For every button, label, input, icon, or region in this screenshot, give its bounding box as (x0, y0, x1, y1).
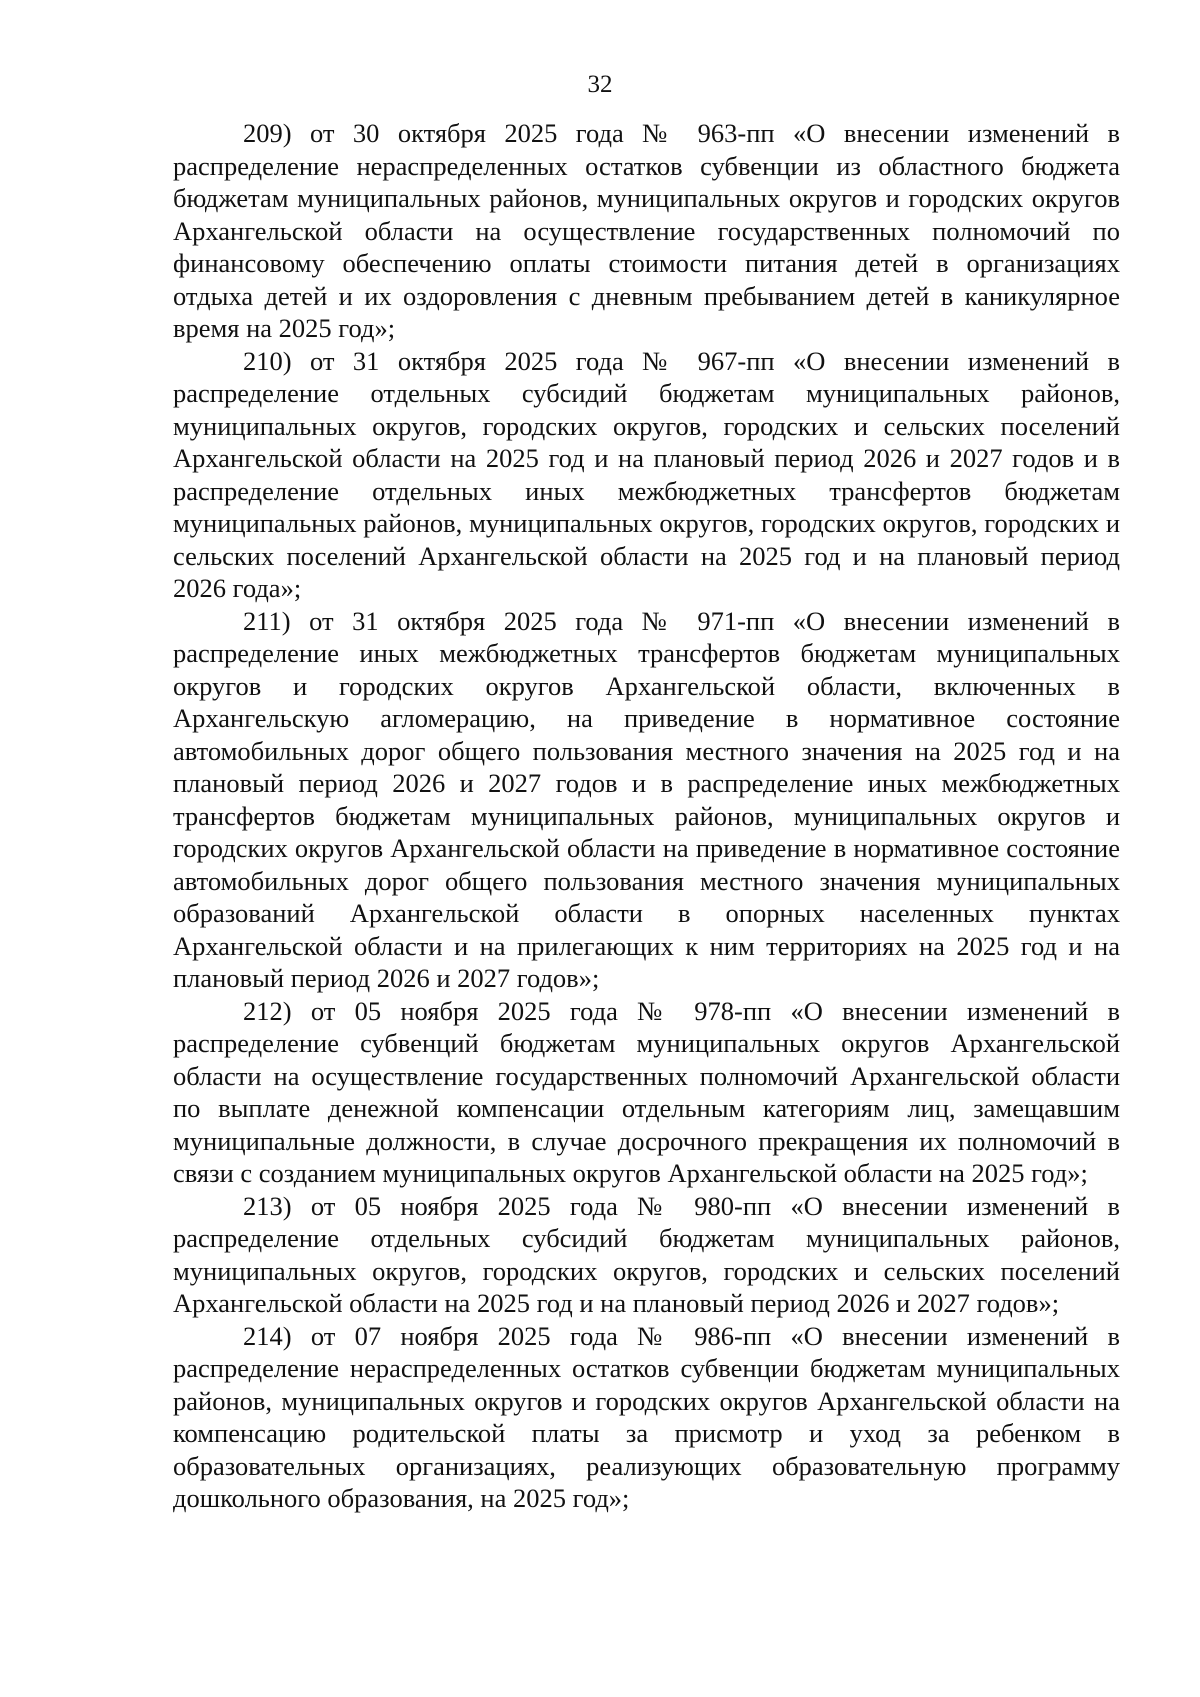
list-item-213: 213) от 05 ноября 2025 года № 980-пп «О внесении изменений в распределение отдельных субсидий бюджетам муниципальных районов, муниципальных округов, городских округов, городских и сельских поселений Архангельской области на 2025 год и на плановый период 2026 и 2027 годов»; (173, 1190, 1120, 1318)
list-item-214: 214) от 07 ноября 2025 года № 986-пп «О внесении изменений в распределение нераспределенных остатков субвенции бюджетам муниципальных районов, муниципальных округов и городских округов Архангельской области на компенсацию родительской платы за присмотр и уход за ребенком в образовательных организациях, реализующих образовательную программу дошкольного образования, на 2025 год»; (173, 1320, 1120, 1513)
list-item-210: 210) от 31 октября 2025 года № 967-пп «О внесении изменений в распределение отдельных субсидий бюджетам муниципальных районов, муниципальных округов, городских округов, городских и сельских поселений Архангельской области на 2025 год и на плановый период 2026 и 2027 годов и в распределение отдельных иных межбюджетных трансфертов бюджетам муниципальных районов, муниципальных округов, городских округов, городских и сельских поселений Архангельской области на 2025 год и на плановый период 2026 года»; (173, 345, 1120, 603)
list-item-212: 212) от 05 ноября 2025 года № 978-пп «О внесении изменений в распределение субвенций бюджетам муниципальных округов Архангельской области на осуществление государственных полномочий Архангельской области по выплате денежной компенсации отдельным категориям лиц, замещавшим муниципальные должности, в случае досрочного прекращения их полномочий в связи с созданием муниципальных округов Архангельской области на 2025 год»; (173, 995, 1120, 1188)
document-body (173, 117, 1120, 1515)
list-item-211: 211) от 31 октября 2025 года № 971-пп «О внесении изменений в распределение иных межбюджетных трансфертов бюджетам муниципальных округов и городских округов Архангельской области, включенных в Архангельскую агломерацию, на приведение в нормативное состояние автомобильных дорог общего пользования местного значения на 2025 год и на плановый период 2026 и 2027 годов и в распределение иных межбюджетных трансфертов бюджетам муниципальных районов, муниципальных округов и городских округов Архангельской области на приведение в нормативное состояние автомобильных дорог общего пользования местного значения муниципальных образований Архангельской области в опорных населенных пунктах Архангельской области и на прилегающих к ним территориях на 2025 год и на плановый период 2026 и 2027 годов»; (173, 605, 1120, 993)
page-number: 32 (587, 71, 613, 98)
list-item-209: 209) от 30 октября 2025 года № 963-пп «О внесении изменений в распределение нераспределенных остатков субвенции из областного бюджета бюджетам муниципальных районов, муниципальных округов и городских округов Архангельской области на осуществление государственных полномочий по финансовому обеспечению оплаты стоимости питания детей в организациях отдыха детей и их оздоровления с дневным пребыванием детей в каникулярное время на 2025 год»; (173, 118, 1120, 343)
